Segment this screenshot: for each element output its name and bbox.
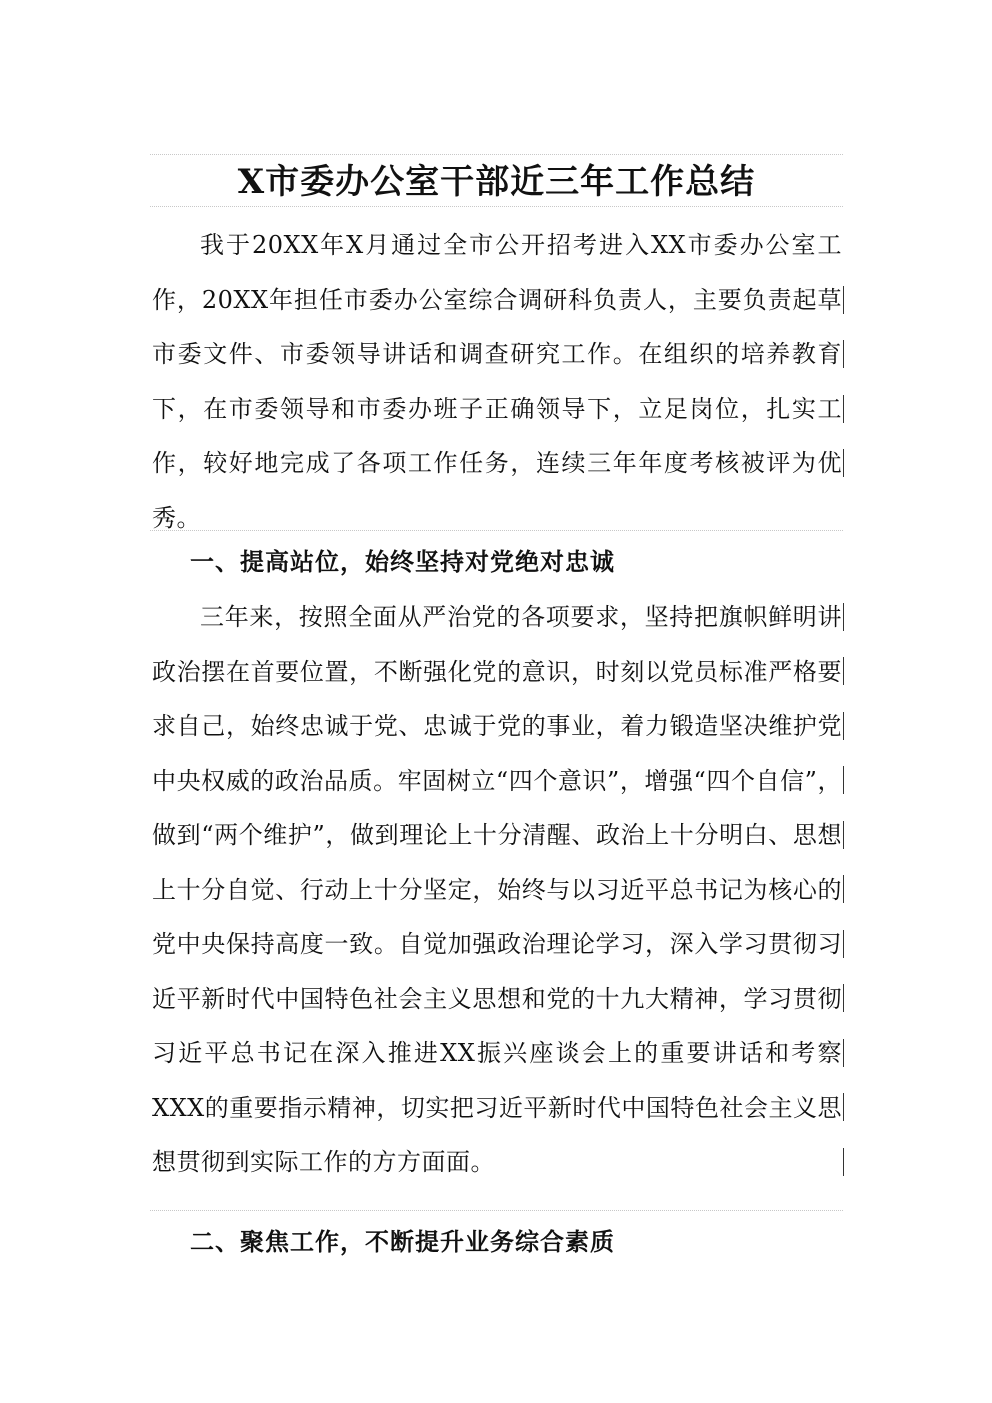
margin-change-bar	[843, 603, 844, 631]
margin-change-bar	[843, 766, 844, 794]
margin-change-bar	[843, 340, 844, 368]
margin-change-bar	[843, 712, 844, 740]
margin-change-bar	[843, 657, 844, 685]
margin-change-bar	[843, 875, 844, 903]
margin-change-bar	[843, 449, 844, 477]
document-title: X市委办公室干部近三年工作总结	[237, 162, 756, 202]
title-top-rule	[150, 154, 843, 155]
section1-bottom-rule	[150, 1210, 843, 1211]
intro-paragraph: 我于20XX年X月通过全市公开招考进入XX市委办公室工作，20XX年担任市委办公室综合调研科负责人，主要负责起草市委文件、市委领导讲话和调查研究工作。在组织的培养教育下，在市委领导和市委办班子正确领导下，立足岗位，扎实工作，较好地完成了各项工作任务，连续三年年度考核被评为优秀。	[152, 231, 842, 532]
intro-bottom-rule	[150, 530, 843, 531]
margin-change-bar	[843, 930, 844, 958]
margin-change-bar	[843, 1148, 844, 1176]
title-bottom-rule	[150, 206, 843, 207]
margin-change-bar	[843, 821, 844, 849]
section1-paragraph: 三年来，按照全面从严治党的各项要求，坚持把旗帜鲜明讲政治摆在首要位置，不断强化党的意识，时刻以党员标准严格要求自己，始终忠诚于党、忠诚于党的事业，着力锻造坚决维护党中央权威的政治品质。牢固树立“四个意识”，增强“四个自信”，做到“两个维护”，做到理论上十分清醒、政治上十分明白、思想上十分自觉、行动上十分坚定，始终与以习近平总书记为核心的党中央保持高度一致。自觉加强政治理论学习，深入学习贯彻习近平新时代中国特色社会主义思想和党的十九大精神，学习贯彻习近平总书记在深入推进XX振兴座谈会上的重要讲话和考察XXX的重要指示精神，切实把习近平新时代中国特色社会主义思想贯彻到实际工作的方方面面。	[152, 603, 842, 1176]
margin-change-bar	[843, 1093, 844, 1121]
margin-change-bar	[843, 395, 844, 423]
margin-change-bar	[843, 1039, 844, 1067]
section-heading-1: 一、提高站位，始终坚持对党绝对忠诚	[190, 548, 615, 576]
margin-change-bar	[843, 286, 844, 314]
section-heading-2: 二、聚焦工作，不断提升业务综合素质	[190, 1228, 615, 1256]
margin-change-bar	[843, 984, 844, 1012]
